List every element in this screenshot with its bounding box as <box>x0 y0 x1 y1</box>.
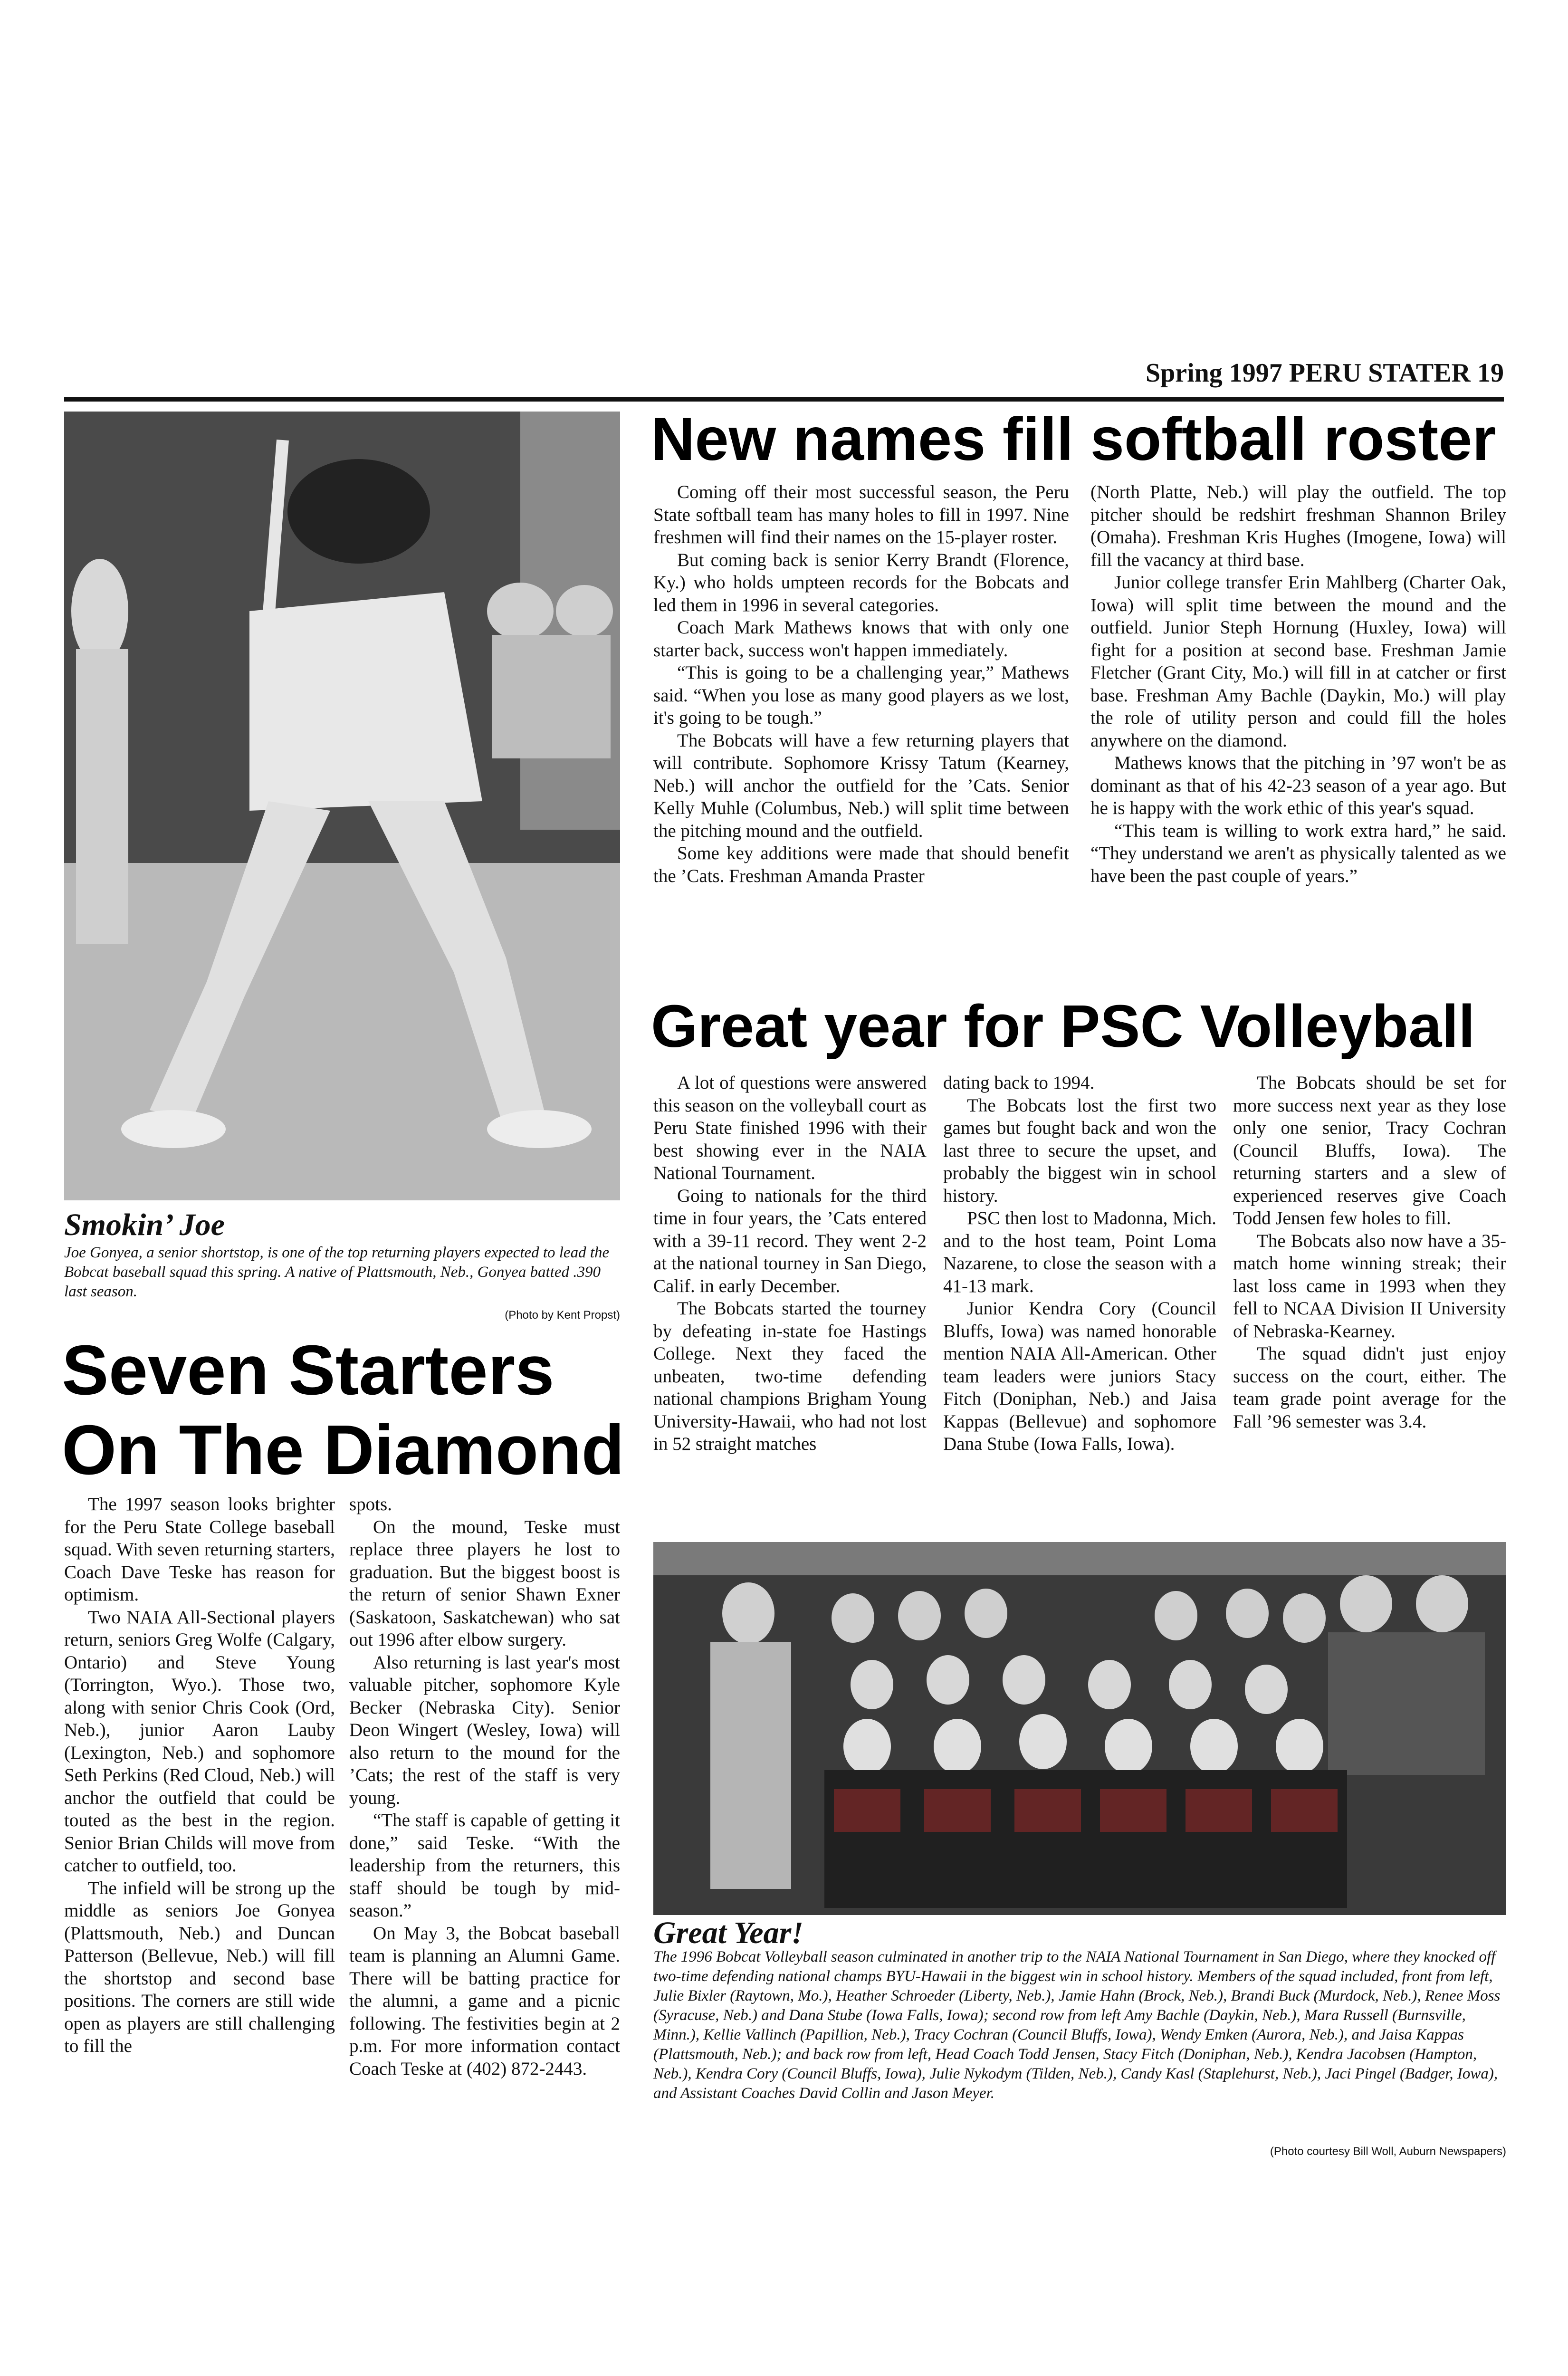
paragraph: Coming off their most successful season, the Peru State softball team has many holes to fill in 1997. Nine freshmen will find their names on the 15-player roster. <box>653 482 1069 547</box>
paragraph: “This is going to be a challenging year,” Mathews said. “When you lose as many good players as we lost, it's going to be tough.” <box>653 662 1069 728</box>
paragraph: The Bobcats also now have a 35-match home winning streak; their last loss came in 1993 when they fell to NCAA Division II University of Nebraska-Kearney. <box>1233 1230 1506 1341</box>
volleyball-article <box>653 1072 1506 1456</box>
baseball-photo <box>64 412 620 1200</box>
paragraph: The Bobcats will have a few returning players that will contribute. Sophomore Krissy Tatum (Kearney, Neb.) will anchor the outfield for the ’Cats. Senior Kelly Muhle (Columbus, Neb.) will split time between the pitching mound and the outfield. <box>653 730 1069 841</box>
baseball-caption-text: Joe Gonyea, a senior shortstop, is one of the top returning players expected to lead the Bobcat baseball squad this spring. A native of Plattsmouth, Neb., Gonyea batted .390 last season. <box>64 1244 610 1300</box>
volleyball-photo-credit: (Photo courtesy Bill Woll, Auburn Newspapers) <box>1270 2145 1506 2158</box>
paragraph: Going to nationals for the third time in four years, the ’Cats entered with a 39-11 record. They went 2-2 at the national tourney in San Diego, Calif. in early December. <box>653 1185 927 1296</box>
paragraph: On May 3, the Bobcat baseball team is planning an Alumni Game. There will be batting practice for the alumni, a game and a picnic following. The festivities begin at 2 p.m. For more information contact Coach Teske at (402) 872-2443. <box>349 1923 620 2079</box>
paragraph: PSC then lost to Madonna, Mich. and to the host team, Point Loma Nazarene, to close the season with a 41-13 mark. <box>943 1208 1216 1296</box>
volleyball-team-photo <box>653 1542 1506 1915</box>
paragraph: Mathews knows that the pitching in ’97 won't be as dominant as that of his 42-23 season of a year ago. But he is happy with the work ethic of this year's squad. <box>1090 753 1506 818</box>
baseball-caption-title: Smokin’ Joe <box>64 1207 225 1242</box>
volleyball-column-2 <box>943 1072 1216 1456</box>
paragraph: “The staff is capable of getting it done,” said Teske. “With the leadership from the returners, this staff should be tough by mid-season.” <box>349 1810 620 1921</box>
paragraph: Junior college transfer Erin Mahlberg (Charter Oak, Iowa) will split time between the mound and the outfield. Junior Steph Hornung (Huxley, Iowa) will fight for a position at second base. Freshman Jamie Fletcher (Grant City, Mo.) will fill in at catcher or first base. Freshman Amy Bachle (Daykin, Mo.) will play the role of utility person and could fill the holes anywhere on the diamond. <box>1090 572 1506 751</box>
baseball-column-2 <box>349 1493 620 2080</box>
softball-headline: New names fill softball roster <box>651 405 1496 473</box>
baseball-photo-credit: (Photo by Kent Propst) <box>505 1309 620 1322</box>
paragraph: Junior Kendra Cory (Council Bluffs, Iowa) was named honorable mention NAIA All-American. Other team leaders were juniors Stacy Fitch (Doniphan, Neb.) and Jaisa Kappas (Bellevue) and sophomore Dana Stube (Iowa Falls, Iowa). <box>943 1298 1216 1454</box>
paragraph: A lot of questions were answered this season on the volleyball court as Peru State finished 1996 with their best showing ever in the NAIA National Tournament. <box>653 1073 927 1183</box>
baseball-article <box>64 1493 620 2080</box>
softball-column-1 <box>653 481 1069 887</box>
paragraph: The Bobcats should be set for more success next year as they lose only one senior, Tracy Cochran (Council Bluffs, Iowa). The returning starters and a slew of experienced reserves give Coach Todd Jensen few holes to fill. <box>1233 1073 1506 1228</box>
paragraph: spots. <box>349 1494 392 1514</box>
softball-column-2 <box>1090 481 1506 887</box>
paragraph: The Bobcats started the tourney by defeating in-state foe Hastings College. Next they faced the unbeaten, two-time defending national champions Brigham Young University-Hawaii, who had not lost in 52 straight matches <box>653 1298 927 1454</box>
paragraph: dating back to 1994. <box>943 1073 1095 1093</box>
paragraph: “This team is willing to work extra hard,” he said. “They understand we aren't as physically talented as we have been the past couple of years.” <box>1090 820 1506 886</box>
paragraph: On the mound, Teske must replace three players he lost to graduation. But the biggest boost is the return of senior Shawn Exner (Saskatoon, Saskatchewan) who sat out 1996 after elbow surgery. <box>349 1516 620 1650</box>
paragraph: But coming back is senior Kerry Brandt (Florence, Ky.) who holds umpteen records for the Bobcats and led them in 1996 in several categories. <box>653 549 1069 615</box>
volleyball-caption-text: The 1996 Bobcat Volleyball season culminated in another trip to the NAIA National Tournament in San Diego, where they knocked off two-time defending national champs BYU-Hawaii in the biggest win in school history. Members of the squad included, front from left, Julie Bixler (Raytown, Mo.), Heather Schroeder (Liberty, Neb.), Jamie Hahn (Brock, Neb.), Brandi Buck (Murdock, Neb.), Renee Moss (Syracuse, Neb.) and Dana Stube (Iowa Falls, Iowa); second row from left Amy Bachle (Daykin, Neb.), Mara Russell (Burnsville, Minn.), Kellie Vallinch (Papillion, Neb.), Tracy Cochran (Council Bluffs, Iowa), Wendy Emken (Aurora, Neb.), and Jaisa Kappas (Plattsmouth, Neb.); and back row from left, Head Coach Todd Jensen, Stacy Fitch (Doniphan, Neb.), Kendra Jacobsen (Hampton, Neb.), Kendra Cory (Council Bluffs, Iowa), Julie Nykodym (Tilden, Neb.), Candy Kasl (Staplehurst, Neb.), Jaci Pingel (Badger, Iowa), and Assistant Coaches David Collin and Jason Meyer. <box>653 1948 1501 2102</box>
baseball-column-1 <box>64 1493 335 2080</box>
team-silhouettes <box>653 1542 1506 1915</box>
batter-silhouette <box>64 412 620 1200</box>
paragraph: The Bobcats lost the first two games but fought back and won the last three to secure the upset, and probably the biggest win in school history. <box>943 1095 1216 1206</box>
header-rule <box>64 397 1504 402</box>
baseball-headline <box>62 1331 632 1490</box>
baseball-headline-line1: Seven Starters <box>62 1331 555 1409</box>
volleyball-headline: Great year for PSC Volleyball <box>651 993 1475 1060</box>
baseball-headline-line2: On The Diamond <box>62 1411 624 1489</box>
paragraph: Some key additions were made that should benefit the ’Cats. Freshman Amanda Praster <box>653 843 1069 886</box>
page-folio: Spring 1997 PERU STATER 19 <box>1145 358 1504 388</box>
paragraph: Also returning is last year's most valuable pitcher, sophomore Kyle Becker (Nebraska City). Senior Deon Wingert (Wesley, Iowa) will also return to the mound for the ’Cats; the rest of the staff is very young. <box>349 1652 620 1808</box>
paragraph: The squad didn't just enjoy success on the court, either. The team grade point average for the Fall ’96 semester was 3.4. <box>1233 1343 1506 1432</box>
paragraph: Two NAIA All-Sectional players return, seniors Greg Wolfe (Calgary, Ontario) and Steve Young (Torrington, Wyo.). Those two, along with senior Chris Cook (Ord, Neb.), junior Aaron Lauby (Lexington, Neb.) and sophomore Seth Perkins (Red Cloud, Neb.) will anchor the outfield that could be touted as the best in the region. Senior Brian Childs will move from catcher to outfield, too. <box>64 1607 335 1876</box>
volleyball-caption-title: Great Year! <box>653 1916 803 1950</box>
paragraph: (North Platte, Neb.) will play the outfield. The top pitcher should be redshirt freshman Shannon Briley (Omaha). Freshman Kris Hughes (Imogene, Iowa) will fill the vacancy at third base. <box>1090 482 1506 570</box>
volleyball-column-3 <box>1233 1072 1506 1456</box>
volleyball-column-1 <box>653 1072 927 1456</box>
softball-article <box>653 481 1506 887</box>
paragraph: Coach Mark Mathews knows that with only one starter back, success won't happen immediately. <box>653 617 1069 661</box>
paragraph: The 1997 season looks brighter for the Peru State College baseball squad. With seven returning starters, Coach Dave Teske has reason for optimism. <box>64 1494 335 1605</box>
paragraph: The infield will be strong up the middle as seniors Joe Gonyea (Plattsmouth, Neb.) and Duncan Patterson (Bellevue, Neb.) will fill the shortstop and second base positions. The corners are still wide open as players are still challenging to fill the <box>64 1878 335 2056</box>
